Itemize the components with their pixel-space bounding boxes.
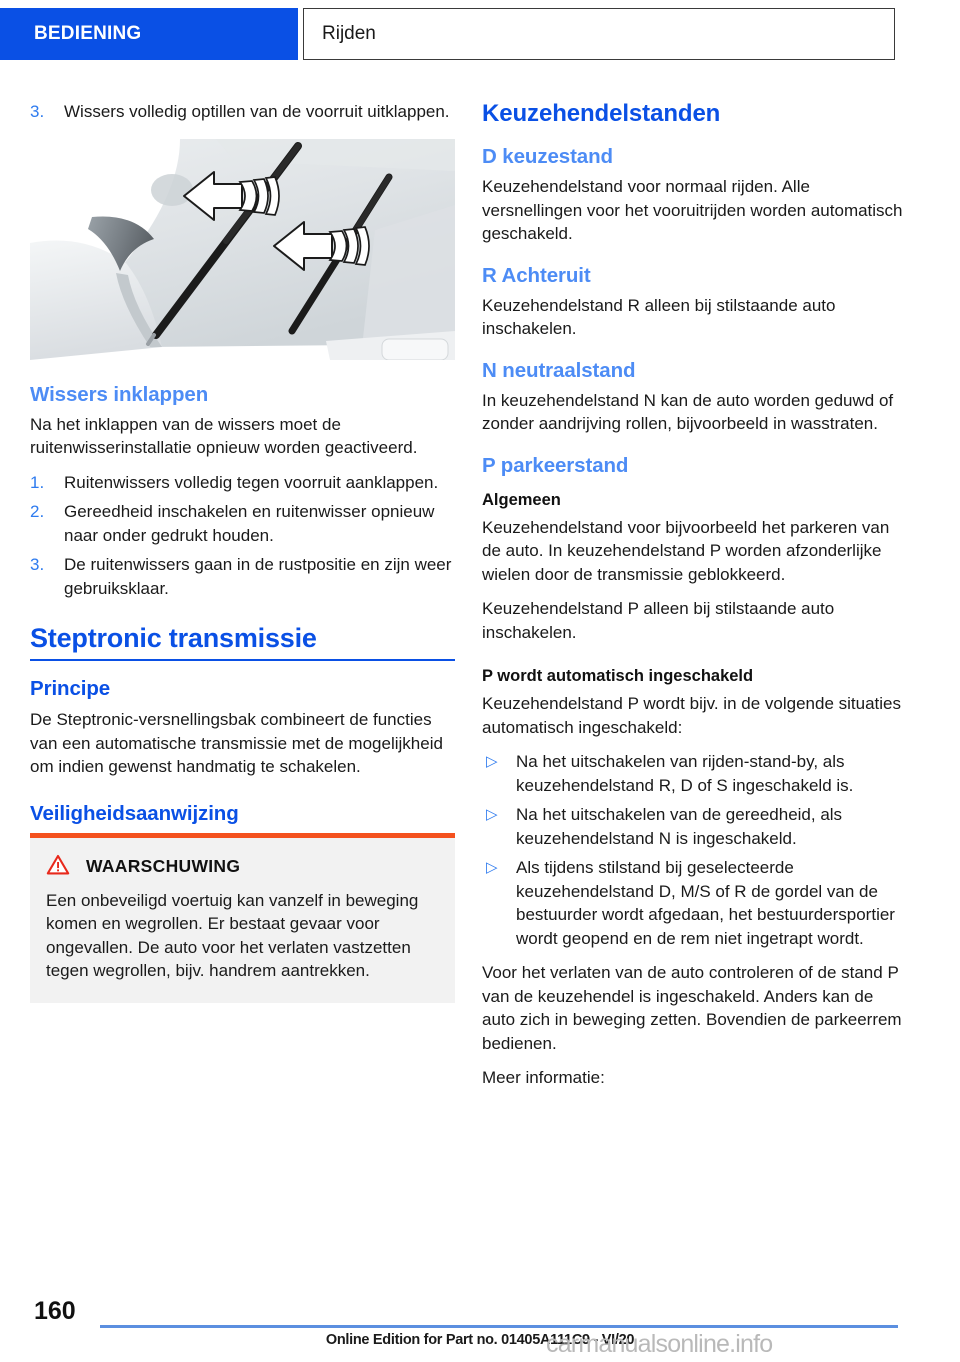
list-item-text: Na het uitschakelen van rijden-stand-by, als keuzehendelstand R, D of S ingeschakeld is. (516, 752, 854, 795)
list-item (30, 471, 455, 495)
left-column (30, 100, 455, 1003)
algemeen-heading: Algemeen (482, 490, 561, 509)
warning-text: Een onbeveiligd voertuig kan vanzelf in beweging komen en wegrollen. Er bestaat gevaar voor ongevallen. De auto voor het verlaten vastzetten tegen wegrollen, bijv. handrem aantrekken. (46, 890, 419, 980)
list-item (482, 750, 907, 797)
warning-box (30, 833, 455, 1003)
spacer (482, 257, 907, 264)
windshield-wipers-illustration (30, 135, 455, 360)
list-item-text: Gereedheid inschakelen en ruitenwisser opnieuw naar onder gedrukt houden. (64, 502, 435, 545)
triangle-bullet-icon: ▷ (486, 859, 498, 876)
wissers-inklappen-intro: Na het inklappen van de wissers moet de ruitenwisserinstallatie opnieuw worden geactiveerd. (30, 414, 418, 457)
p-more-info: Meer informatie: (482, 1068, 605, 1087)
list-item (482, 803, 907, 850)
p-auto-intro: Keuzehendelstand P wordt bijv. in de volgende situaties automatisch ingeschakeld: (482, 694, 901, 737)
spacer (30, 611, 455, 623)
algemeen-text-2: Keuzehendelstand P alleen bij stilstaande auto inschakelen. (482, 599, 835, 642)
spacer (30, 790, 455, 802)
spacer (482, 447, 907, 454)
footer-rule (100, 1325, 898, 1328)
page-number: 160 (34, 1297, 76, 1325)
p-auto-heading: P wordt automatisch ingeschakeld (482, 667, 754, 685)
list-item (482, 856, 907, 950)
steptronic-heading-rule (30, 659, 455, 661)
list-item (30, 553, 455, 600)
triangle-bullet-icon: ▷ (486, 806, 498, 823)
d-keuzestand-heading: D keuzestand (482, 145, 613, 168)
list-item (30, 500, 455, 547)
section-tab-label: BEDIENING (34, 23, 142, 44)
r-achteruit-heading: R Achteruit (482, 263, 591, 287)
list-item-text: Na het uitschakelen van de gereedheid, als keuzehendelstand N is ingeschakeld. (516, 805, 843, 848)
r-achteruit-text: Keuzehendelstand R alleen bij stilstaande auto inschakelen. (482, 295, 836, 338)
triangle-bullet-icon: ▷ (486, 753, 498, 770)
algemeen-text-1: Keuzehendelstand voor bijvoorbeeld het parkeren van de auto. In keuzehendelstand P worden afzonderlijke wielen door de transmissie geblokkeerd. (482, 517, 890, 584)
spacer (482, 655, 907, 667)
p-closing-text: Voor het verlaten van de auto controleren of de stand P van de keuzehendel is ingeschakeld. Anders kan de auto zich in beweging zetten. Bovendien de parkeerrem bedienen. (482, 963, 902, 1053)
list-item-text: De ruitenwissers gaan in de rustpositie en zijn weer gebruiksklaar. (64, 555, 452, 598)
step-3-list (30, 100, 455, 124)
page-footer (0, 1290, 960, 1362)
page-header (0, 8, 960, 60)
section-tab[interactable] (0, 8, 298, 60)
p-parkeerstand-heading: P parkeerstand (482, 453, 629, 477)
n-neutraalstand-heading: N neutraalstand (482, 358, 636, 382)
right-column (482, 100, 907, 1101)
steptronic-heading: Steptronic transmissie (30, 623, 317, 653)
windshield-wipers-figure (30, 135, 455, 360)
warning-title: WAARSCHUWING (86, 856, 241, 876)
list-marker: 3. (30, 102, 45, 121)
p-auto-bullet-list (482, 750, 907, 950)
keuzehendelstanden-heading: Keuzehendelstanden (482, 100, 721, 127)
principe-text: De Steptronic-versnellingsbak combineert de functies van een automatische transmissie met de mogelijkheid om indien gewenst handmatig te schakelen. (30, 710, 443, 776)
chapter-label: Rijden (322, 23, 376, 44)
d-keuzestand-text: Keuzehendelstand voor normaal rijden. Alle versnellingen voor het vooruitrijden worden automatisch geschakeld. (482, 177, 903, 243)
chapter-box[interactable] (303, 8, 895, 60)
list-marker: 2. (30, 502, 45, 521)
warning-header (46, 854, 439, 880)
list-item-text: Wissers volledig optillen van de voorruit uitklappen. (64, 102, 450, 121)
veiligheidsaanwijzing-heading: Veiligheidsaanwijzing (30, 801, 239, 825)
list-item (30, 100, 455, 124)
edition-text: Online Edition for Part no. 01405A111C9 - VI/20 (325, 1332, 635, 1348)
list-item-text: Ruitenwissers volledig tegen voorruit aanklappen. (64, 472, 439, 492)
list-marker: 3. (30, 555, 45, 574)
list-marker: 1. (30, 472, 45, 492)
wissers-inklappen-heading: Wissers inklappen (30, 382, 209, 406)
principe-heading: Principe (30, 677, 111, 700)
watermark: carmanualsonline.info (546, 1330, 773, 1358)
spacer (482, 352, 907, 359)
warning-triangle-icon (46, 854, 70, 880)
list-item-text: Als tijdens stilstand bij geselecteerde keuzehendelstand D, M/S of R de gordel van de bestuurder wordt afgedaan, het bestuurdersportier wordt geopend en de rem niet ingetrapt wordt. (516, 858, 895, 948)
wissers-inklappen-steps (30, 471, 455, 601)
n-neutraalstand-text: In keuzehendelstand N kan de auto worden geduwd of zonder aandrijving rollen, bijvoorbeeld in wasstraten. (482, 390, 894, 433)
spacer (482, 484, 907, 491)
